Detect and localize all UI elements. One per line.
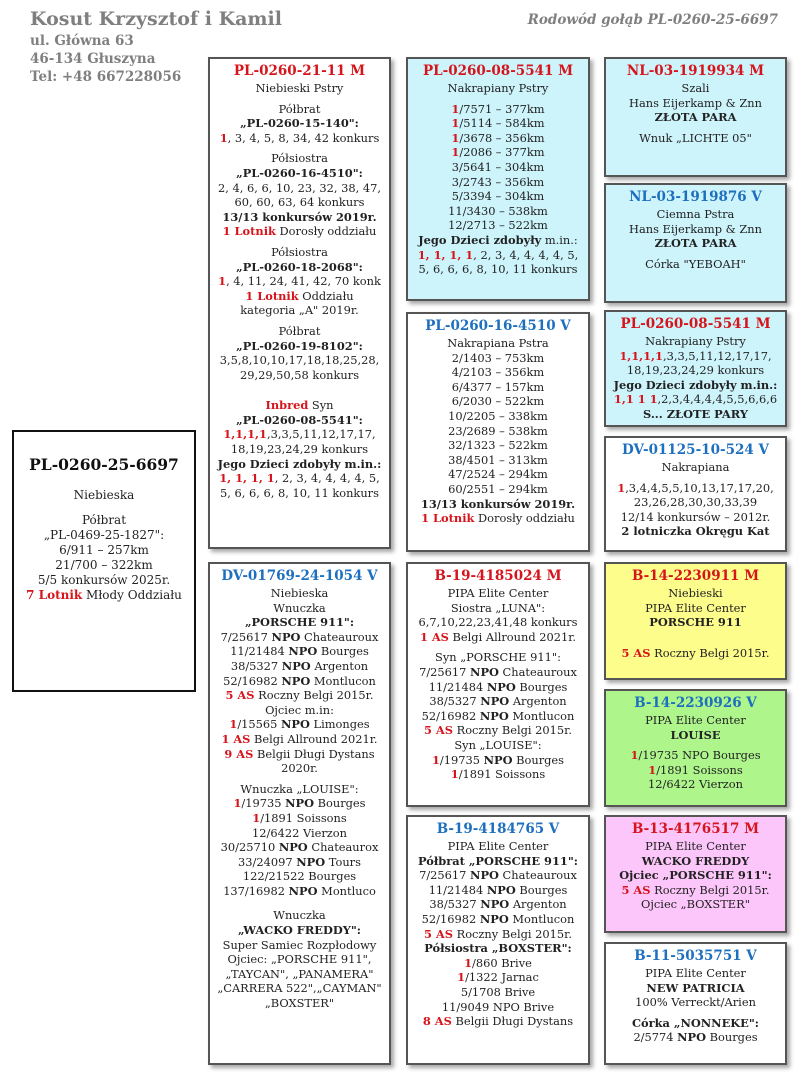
mother-wacko-line: „CARRERA 522",„CAYMAN" [217, 981, 382, 996]
fm-result: 6/4377 – 157km [451, 379, 545, 394]
ff-kids: Jego Dzieci zdobyły m.in.: [418, 232, 578, 247]
breeder-phone: Tel: +48 667228056 [30, 69, 182, 85]
mf-rel3: Syn „LOUISE": [454, 737, 542, 752]
mother-wacko-line: Super Samiec Rozpłodowy [222, 937, 377, 952]
mother-wacko-line: Ojciec: „PORSCHE 911", [227, 952, 372, 967]
ffm-ring: NL-03-1919876 V [629, 189, 762, 205]
ff-result: 1/5114 – 584km [451, 116, 545, 131]
mfm-name: LOUISE [670, 727, 721, 742]
mf-breeder: PIPA Elite Center [447, 586, 549, 600]
main-color: Niebieska [73, 488, 135, 502]
father-sib3-rel: Półsiostra [271, 244, 328, 259]
mm-rel2: Półsiostra „BOXSTER": [424, 941, 572, 956]
main-rel: Półbrat [81, 513, 127, 527]
mmf-breeder: PIPA Elite Center [645, 839, 746, 853]
fmf-ring: PL-0260-08-5541 M [620, 316, 771, 332]
ff-result: 3/2743 – 356km [451, 174, 545, 189]
mother-louise-result: 1/1891 Soissons [252, 810, 347, 825]
mother-father-result: 1 AS Belgi Allround 2021r. [221, 731, 378, 746]
mother-ring: DV-01769-24-1054 V [221, 568, 378, 584]
mother-father-result: 9 AS Belgii Długi Dystans [224, 746, 375, 761]
fmf-line: S... ZŁOTE PARY [643, 406, 748, 421]
father-sib2-line: 60, 60, 63, 64 konkurs [234, 195, 365, 210]
fmm-line: 2 lotniczka Okręgu Kat [621, 524, 770, 539]
mff-color: Niebieski [668, 586, 723, 600]
father-sib5-ring: „PL-0260-08-5541": [236, 412, 363, 427]
mmm-box [604, 942, 787, 1065]
mf-box [406, 562, 590, 807]
fmm-box [604, 436, 787, 552]
fm-ring: PL-0260-16-4510 V [425, 318, 571, 334]
mother-father-result: 2020r. [281, 761, 318, 776]
mfm-line: 1/1891 Soissons [648, 762, 743, 777]
mmf-father2: Ojciec „BOXSTER" [641, 897, 750, 912]
ff-box [406, 57, 590, 301]
ff-result: 1/3678 – 356km [451, 130, 545, 145]
mf-line: 6,7,10,22,23,41,48 konkurs [418, 615, 578, 630]
breeder-name: Kosut Krzysztof i Kamil [30, 8, 282, 30]
mmm-line: 100% Verreckt/Arien [635, 995, 756, 1010]
mf-louise: 1/1891 Soissons [450, 767, 546, 782]
fff-breeder: Hans Eijerkamp & Znn [629, 95, 762, 110]
fm-color: Nakrapiana Pstra [447, 336, 549, 350]
father-sib5-line: 18,19,23,24,29 konkurs [230, 442, 369, 457]
fm-lotnik: 1 Lotnik Dorosły oddziału [421, 511, 575, 526]
father-sib5-line: 5, 6, 6, 6, 8, 10, 11 konkurs [220, 485, 379, 500]
fm-result: 10/2205 – 338km [448, 408, 548, 423]
main-result-2: 21/700 – 322km [55, 558, 153, 572]
father-sib1-ring: „PL-0260-15-140": [240, 116, 359, 131]
mother-result: 7/25617 NPO Chateauroux [220, 629, 379, 644]
fmf-line: 18,19,23,24,29 konkurs [626, 363, 765, 378]
main-bird-box [12, 430, 196, 692]
mfm-line: 1/19735 NPO Bourges [630, 748, 761, 763]
fm-result: 60/2551 – 294km [448, 481, 548, 496]
fmf-line: 1,1,1,1,3,3,5,11,12,17,17, [619, 348, 772, 363]
mother-result: 38/5327 NPO Argenton [230, 658, 369, 673]
fm-result: 38/4501 – 313km [448, 452, 548, 467]
mother-louise-result: 12/6422 Vierzon [252, 825, 347, 840]
father-sib4-line: 3,5,8,10,10,17,18,18,25,28, [219, 353, 380, 368]
mmm-breeder: PIPA Elite Center [645, 966, 746, 980]
father-sib5-line: 1, 1, 1, 1, 2, 3, 4, 4, 4, 4, 5, [219, 471, 380, 486]
fmm-line: 12/14 konkursów – 2012r. [620, 509, 771, 524]
mmf-name: WACKO FREDDY [641, 853, 750, 868]
fmf-line: 1,1 1 1,2,3,4,4,4,4,5,5,6,6,6 [613, 392, 778, 407]
mother-louise-result: 30/25710 NPO Chateaurox [220, 840, 379, 855]
father-sib5-line: 1,1,1,1,3,3,5,11,12,17,17, [223, 427, 376, 442]
mm-result: 38/5327 NPO Argenton [429, 897, 567, 912]
mm-boxster: 1/860 Brive [464, 955, 532, 970]
mff-breeder: PIPA Elite Center [645, 600, 746, 615]
mother-father-result: 1/15565 NPO Limonges [229, 717, 370, 732]
mother-result: 11/21484 NPO Bourges [230, 644, 369, 659]
father-sib1-results: 1, 3, 4, 5, 8, 34, 42 konkurs [219, 130, 380, 145]
mfm-box [604, 689, 787, 807]
mm-boxster: 11/9049 NPO Brive [441, 999, 555, 1014]
mf-ring: B-19-4185024 M [434, 568, 562, 584]
mmf-as: 5 AS Roczny Belgi 2015r. [621, 882, 770, 897]
father-ring: PL-0260-21-11 M [233, 63, 366, 79]
mff-as: 5 AS Roczny Belgi 2015r. [621, 645, 770, 660]
father-sib2-line: 2, 4, 6, 6, 10, 23, 32, 38, 47, [217, 180, 381, 195]
fm-result: 2/1403 – 753km [451, 350, 545, 365]
ff-result: 3/5641 – 304km [451, 159, 545, 174]
mf-result: 38/5327 NPO Argenton [429, 694, 567, 709]
mm-as2: 8 AS Belgii Długi Dystans [422, 1014, 574, 1029]
ffm-breeder: Hans Eijerkamp & Znn [629, 221, 762, 236]
ffm-tag: ZŁOTA PARA [654, 236, 737, 251]
mother-rel1-name: „PORSCHE 911": [244, 615, 355, 630]
father-color: Niebieski Pstry [255, 81, 344, 95]
mf-result: 11/21484 NPO Bourges [428, 679, 568, 694]
mf-result: 7/25617 NPO Chateauroux [419, 664, 577, 679]
father-sib1-rel: Półbrat [278, 101, 321, 116]
mm-result: 7/25617 NPO Chateauroux [419, 868, 577, 883]
mf-as: 1 AS Belgi Allround 2021r. [419, 629, 577, 644]
ff-result: 11/3430 – 538km [448, 203, 548, 218]
main-result-1: 6/911 – 257km [59, 543, 149, 557]
fm-result: 32/1323 – 522km [448, 438, 548, 453]
father-sib3-line: 1 Lotnik Oddziału [245, 288, 354, 303]
mm-result: 52/16982 NPO Montlucon [421, 911, 575, 926]
father-sib2-ring: „PL-0260-16-4510": [236, 165, 363, 180]
mff-box [604, 562, 787, 680]
ff-result: 12/2713 – 522km [448, 218, 548, 233]
ff-color: Nakrapiany Pstry [447, 81, 549, 95]
mother-color: Niebieska [270, 586, 329, 600]
mff-ring: B-14-2230911 M [631, 568, 760, 584]
fmm-line: 1,3,4,4,5,5,10,13,17,17,20, [617, 480, 774, 495]
mm-rel: Półbrat „PORSCHE 911": [418, 853, 578, 868]
mff-name: PORSCHE 911 [649, 615, 742, 630]
father-sib5-line: Jego Dzieci zdobyły m.in.: [217, 456, 382, 471]
ffm-name: Ciemna Pstra [656, 207, 735, 221]
mother-box [208, 562, 391, 1065]
mmf-box [604, 815, 787, 933]
fmf-color: Nakrapiany Pstry [645, 334, 746, 348]
mother-father-label: Ojciec m.in: [265, 702, 334, 717]
mother-louise-result: 33/24097 NPO Tours [238, 854, 361, 869]
ff-result: 5/3394 – 304km [451, 189, 545, 204]
fff-desc: Wnuk „LICHTE 05" [639, 130, 752, 145]
mmm-line: 2/5774 NPO Bourges [633, 1030, 758, 1045]
breeder-city: 46-134 Głuszyna [30, 51, 156, 67]
mm-result: 11/21484 NPO Bourges [428, 882, 568, 897]
father-sib4-line: 29,29,50,58 konkurs [239, 367, 360, 382]
fmf-box [604, 310, 787, 427]
mfm-line: 12/6422 Vierzon [648, 777, 743, 792]
father-sib2-line: 13/13 konkursów 2019r. [222, 209, 377, 224]
mother-louise-result: 137/16982 NPO Montluco [223, 883, 376, 898]
ffm-desc: Córka "YEBOAH" [645, 256, 746, 271]
father-sib3-line: 1, 4, 11, 24, 41, 42, 70 konk [218, 274, 381, 289]
mf-as2: 5 AS Roczny Belgi 2015r. [424, 723, 572, 738]
father-sib3-ring: „PL-0260-18-2068": [236, 259, 363, 274]
mother-rel2: Wnuczka „LOUISE": [240, 781, 359, 796]
fm-box [406, 312, 590, 552]
mother-wacko-line: „BOXSTER" [264, 996, 335, 1011]
mother-result: 52/16982 NPO Montlucon [223, 673, 376, 688]
fm-summary: 13/13 konkursów 2019r. [420, 496, 576, 511]
mfm-ring: B-14-2230926 V [634, 695, 757, 711]
mother-rel1: Wnuczka [273, 600, 326, 615]
fm-result: 23/2689 – 538km [448, 423, 548, 438]
mf-louise: 1/19735 NPO Bourges [431, 752, 565, 767]
fff-box [604, 57, 787, 177]
fm-result: 47/2524 – 294km [448, 467, 548, 482]
fff-ring: NL-03-1919934 M [626, 63, 765, 79]
ff-kids-line: 1, 1, 1, 1, 2, 3, 4, 4, 4, 4, 5, [417, 247, 579, 262]
father-sib5-rel: Inbred Syn [265, 398, 334, 413]
mm-ring: B-19-4184765 V [436, 821, 560, 837]
mother-wacko-line: „TAYCAN", „PANAMERA" [225, 966, 374, 981]
mmm-rel: Córka „NONNEKE": [631, 1015, 759, 1030]
mother-as: 5 AS Roczny Belgi 2015r. [225, 688, 374, 703]
ffm-box [604, 183, 787, 303]
mm-breeder: PIPA Elite Center [447, 839, 549, 853]
mmm-ring: B-11-5035751 V [634, 948, 757, 964]
fff-tag: ZŁOTA PARA [654, 110, 737, 125]
fmf-kids: Jego Dzieci zdobyły m.in.: [613, 377, 778, 392]
father-sib4-rel: Półbrat [278, 323, 321, 338]
mm-boxster: 5/1708 Brive [460, 984, 536, 999]
mother-louise-result: 122/21522 Bourges [242, 869, 357, 884]
mm-box [406, 815, 590, 1065]
fmm-ring: DV-01125-10-524 V [622, 442, 769, 458]
main-ring: PL-0260-25-6697 [29, 455, 179, 474]
main-result-4: 7 Lotnik Młody Oddziału [26, 588, 182, 602]
mf-rel: Siostra „LUNA": [450, 600, 546, 615]
main-result-3: 5/5 konkursów 2025r. [37, 573, 171, 587]
ff-result: 1/7571 – 377km [451, 101, 545, 116]
ff-ring: PL-0260-08-5541 M [422, 63, 574, 79]
breeder-street: ul. Główna 63 [30, 33, 134, 49]
fmm-color: Nakrapiana [661, 460, 730, 474]
pedigree-title: Rodowód gołąb PL-0260-25-6697 [527, 12, 778, 28]
father-sib3-line: kategoria „A" 2019r. [240, 303, 359, 318]
main-rel-ring: „PL-0469-25-1827": [43, 528, 165, 542]
father-sib2-line: 1 Lotnik Dorosły oddziału [222, 224, 377, 239]
ff-kids-line: 5, 6, 6, 6, 8, 10, 11 konkurs [418, 262, 578, 277]
fff-name: Szali [681, 81, 710, 95]
mother-rel3-name: „WACKO FREDDY": [237, 923, 361, 938]
father-sib2-rel: Półsiostra [271, 151, 328, 166]
mf-rel2: Syn „PORSCHE 911": [435, 650, 561, 665]
mfm-breeder: PIPA Elite Center [645, 713, 746, 727]
father-box [208, 57, 391, 549]
mother-rel3: Wnuczka [273, 908, 326, 923]
mm-as: 5 AS Roczny Belgi 2015r. [424, 926, 572, 941]
ff-result: 1/2086 – 377km [451, 145, 545, 160]
mmm-name: NEW PATRICIA [646, 980, 745, 995]
mf-result: 52/16982 NPO Montlucon [421, 708, 575, 723]
mm-boxster: 1/1322 Jarnac [457, 970, 539, 985]
mother-louise-result: 1/19735 NPO Bourges [233, 796, 366, 811]
fm-result: 4/2103 – 356km [451, 365, 545, 380]
mmf-father: Ojciec „PORSCHE 911": [619, 868, 772, 883]
fm-result: 6/2030 – 522km [451, 394, 545, 409]
fmm-line: 23,26,28,30,30,33,39 [633, 495, 758, 510]
mmf-ring: B-13-4176517 M [631, 821, 760, 837]
father-sib4-ring: „PL-0260-19-8102": [236, 338, 363, 353]
